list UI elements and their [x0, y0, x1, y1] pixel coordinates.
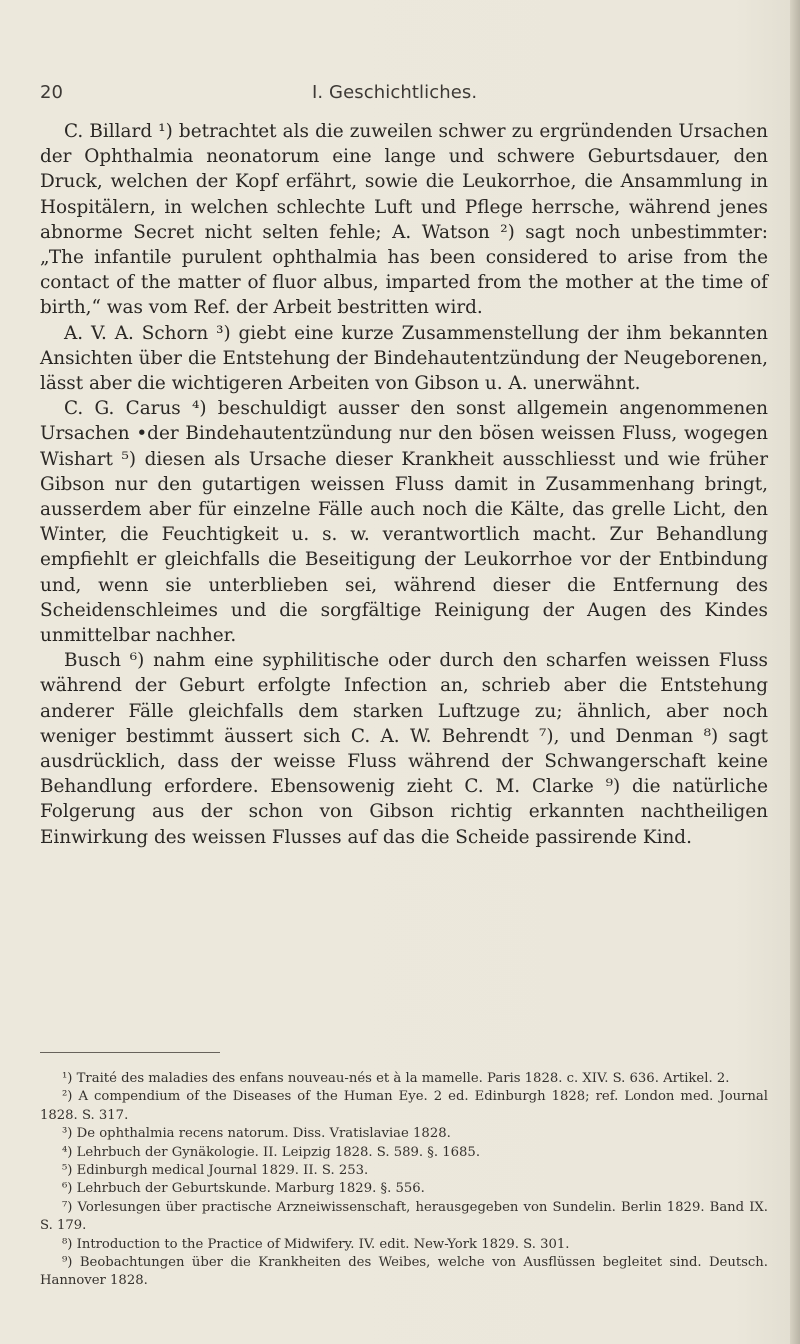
running-head: I. Geschichtliches. — [312, 82, 478, 103]
footnote-8: ⁸) Introduction to the Practice of Midwifery. IV. edit. New-York 1829. S. 301. — [62, 1236, 570, 1252]
footnote-1: ¹) Traité des maladies des enfans nouveau-nés et à la mamelle. Paris 1828. c. XIV. S. 636. Artikel. 2. — [62, 1071, 730, 1086]
footnote-2: ²) A compendium of the Diseases of the Human Eye. 2 ed. Edinburgh 1828; ref. London med. Journal 1828. S. 317. — [40, 1089, 768, 1123]
paragraph-busch-denman-clarke: Busch ⁶) nahm eine syphilitische oder durch den scharfen weissen Fluss während der Geburt erfolgte Infection an, schrieb aber die Entstehung anderer Fälle gleichfalls dem starken Luftzuge zu; ähnlich, aber noch weniger bestimmt äussert sich C. A. W. Behrendt ⁷), und Denman ⁸) sagt ausdrücklich, dass der weisse Fluss während der Schwangerschaft keine Behandlung erfordere. Ebensowenig zieht C. M. Clarke ⁹) die natürliche Folgerung aus der schon von Gibson richtig erkannten nachtheiligen Einwirkung des weissen Flusses auf das die Scheide passirende Kind. — [40, 650, 768, 848]
footnote-3: ³) De ophthalmia recens natorum. Diss. Vratislaviae 1828. — [62, 1126, 451, 1142]
footnotes — [40, 1070, 768, 1291]
paragraph-billard-watson: C. Billard ¹) betrachtet als die zuweilen schwer zu ergründenden Ursachen der Ophthalmia neonatorum eine lange und schwere Geburtsdauer, den Druck, welchen der Kopf erfährt, sowie die Leukorrhoe, die Ansammlung in Hospitälern, in welchen schlechte Luft und Pflege herrsche, während jenes abnorme Secret nicht selten fehle; A. Watson ²) sagt noch unbestimmter: „The infantile purulent ophthalmia has been considered to arise from the contact of the matter of fluor albus, imparted from the mother at the time of birth,“ was vom Ref. der Arbeit bestritten wird. — [40, 121, 768, 319]
footnote-4: ⁴) Lehrbuch der Gynäkologie. II. Leipzig 1828. S. 589. §. 1685. — [62, 1144, 481, 1160]
footnote-7: ⁷) Vorlesungen über practische Arzneiwissenschaft, herausgegeben von Sundelin. Berlin 1829. Band IX. S. 179. — [40, 1199, 768, 1234]
footnote-separator — [40, 1052, 220, 1053]
footnote-5: ⁵) Edinburgh medical Journal 1829. II. S. 253. — [62, 1163, 369, 1179]
footnote-9: ⁹) Beobachtungen über die Krankheiten des Weibes, welche von Ausflüssen begleitet sind. Deutsch. Hannover 1828. — [40, 1255, 768, 1289]
paragraph-carus-wishart: C. G. Carus ⁴) beschuldigt ausser den sonst allgemein angenommenen Ursachen •der Bindehautentzündung nur den bösen weissen Fluss, wogegen Wishart ⁵) diesen als Ursache dieser Krankheit ausschliesst und wie früher Gibson nur den gutartigen weissen Fluss damit in Zusammenhang bringt, ausserdem aber für einzelne Fälle auch noch die Kälte, das grelle Licht, den Winter, die Feuchtigkeit u. s. w. verantwortlich macht. Zur Behandlung empfiehlt er gleichfalls die Beseitigung der Leukorrhoe vor der Entbindung und, wenn sie unterblieben sei, während dieser die Entfernung des Scheidenschleimes und die sorgfältige Reinigung der Augen des Kindes unmittelbar nachher. — [40, 398, 768, 647]
paragraph-schorn: A. V. A. Schorn ³) giebt eine kurze Zusammenstellung der ihm bekannten Ansichten über die Entstehung der Bindehautentzündung der Neugeborenen, lässt aber die wichtigeren Arbeiten von Gibson u. A. unerwähnt. — [40, 322, 768, 395]
page-edge-shadow — [790, 0, 800, 1344]
page-header — [40, 82, 760, 110]
footnote-6: ⁶) Lehrbuch der Geburtskunde. Marburg 1829. §. 556. — [62, 1181, 425, 1197]
main-text — [40, 119, 768, 850]
page-number: 20 — [40, 82, 63, 103]
